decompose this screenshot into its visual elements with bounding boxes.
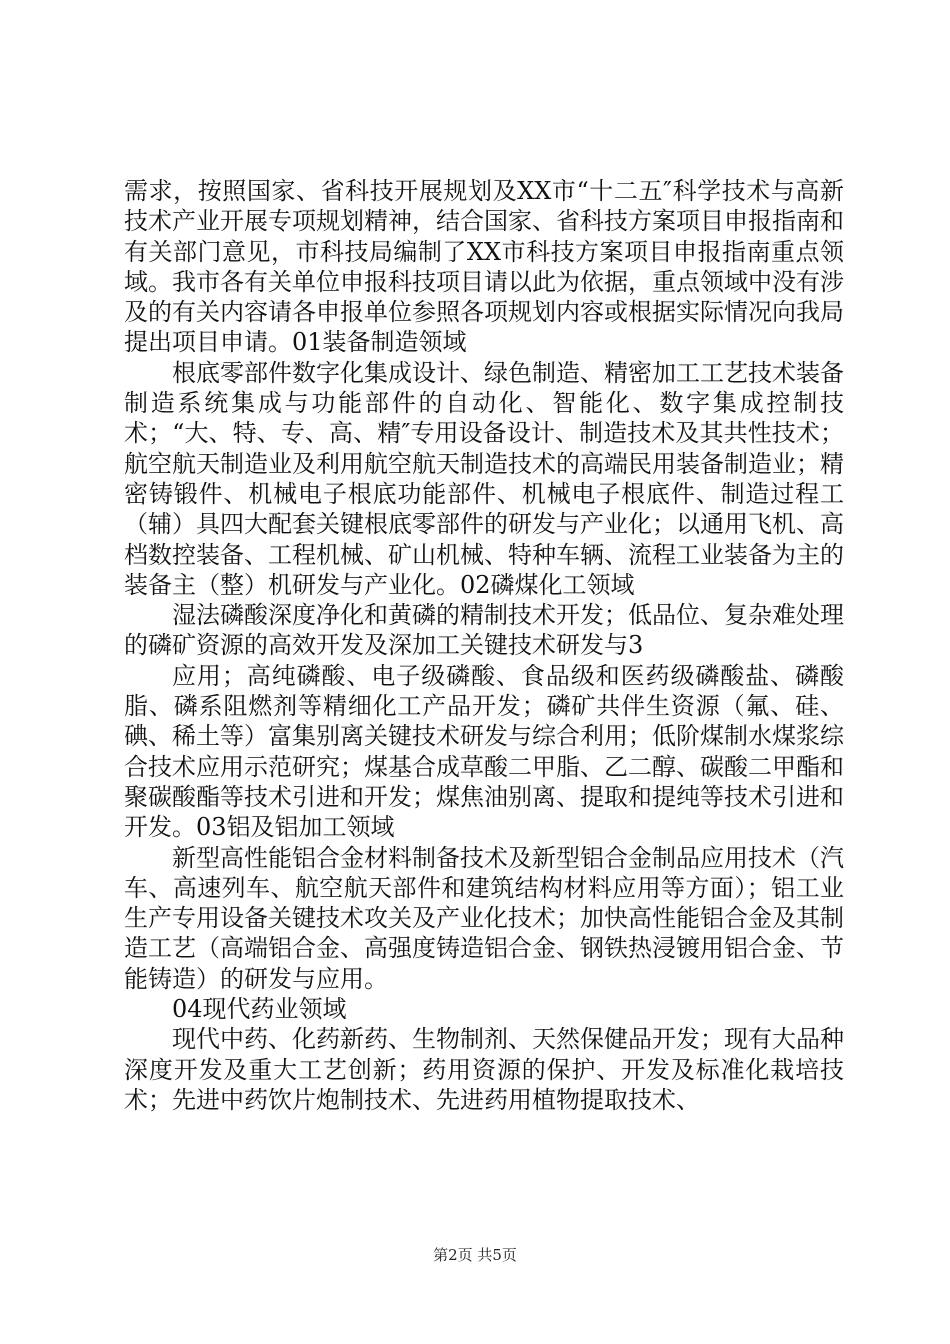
paragraph-intro: 需求，按照国家、省科技开展规划及XX市“十二五″科学技术与高新技术产业开展专项规划精神，结合国家、省科技方案项目申报指南和有关部门意见，市科技局编制了XX市科技方案项目申报指南重点领域。我市各有关单位申报科技项目请以此为依据，重点领域中没有涉及的有关内容请各申报单位参照各项规划内容或根据实际情况向我局提出项目申请。01装备制造领域 <box>124 177 844 357</box>
paragraph-phosphorus-coal-chemical: 湿法磷酸深度净化和黄磷的精制技术开发；低品位、复杂难处理的磷矿资源的高效开发及深加工关键技术研发与3 <box>124 601 844 660</box>
paragraph-phosphorus-applications: 应用；高纯磷酸、电子级磷酸、食品级和医药级磷酸盐、磷酸脂、磷系阻燃剂等精细化工产品开发；磷矿共伴生资源（氟、硅、碘、稀土等）富集别离关键技术研发与综合利用；低阶煤制水煤浆综合技术应用示范研究；煤基合成草酸二甲脂、乙二醇、碳酸二甲酯和聚碳酸酯等技术引进和开发；煤焦油别离、提取和提纯等技术引进和开发。03铝及铝加工领域 <box>124 661 844 842</box>
paragraph-modern-pharma: 现代中药、化药新药、生物制剂、天然保健品开发；现有大品种深度开发及重大工艺创新；药用资源的保护、开发及标准化栽培技术；先进中药饮片炮制技术、先进药用植物提取技术、 <box>124 1025 844 1114</box>
paragraph-aluminum: 新型高性能铝合金材料制备技术及新型铝合金制品应用技术（汽车、高速列车、航空航天部件和建筑结构材料应用等方面）；铝工业生产专用设备关键技术攻关及产业化技术；加快高性能铝合金及其制造工艺（高端铝合金、高强度铸造铝合金、钢铁热浸镀用铝合金、节能铸造）的研发与应用。 <box>124 843 844 993</box>
heading-modern-pharma: 04现代药业领域 <box>172 995 347 1024</box>
paragraph-equipment-manufacturing: 根底零部件数字化集成设计、绿色制造、精密加工工艺技术装备制造系统集成与功能部件的自动化、智能化、数字集成控制技术；“大、特、专、高、精″专用设备设计、制造技术及其共性技术；航空航天制造业及利用航空航天制造技术的高端民用装备制造业；精密铸锻件、机械电子根底功能部件、机械电子根底件、制造过程工（辅）具四大配套关键根底零部件的研发与产业化；以通用飞机、高档数控装备、工程机械、矿山机械、特种车辆、流程工业装备为主的装备主（整）机研发与产业化。02磷煤化工领域 <box>124 358 844 599</box>
document-body <box>124 176 844 1115</box>
page-footer: 第2页 共5页 <box>433 1246 517 1264</box>
